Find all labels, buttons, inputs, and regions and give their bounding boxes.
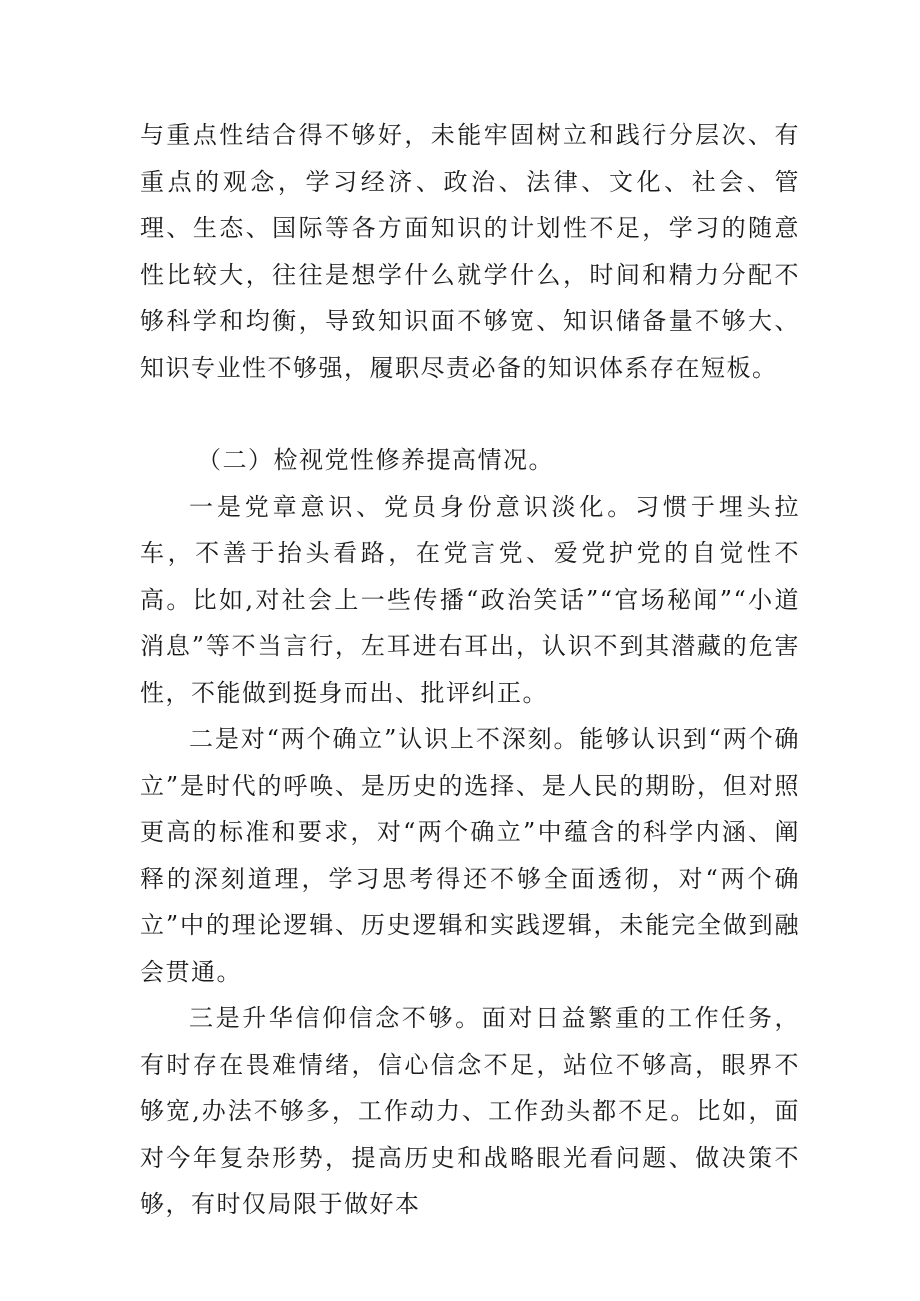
paragraph-faith-belief: 三是升华信仰信念不够。面对日益繁重的工作任务，有时存在畏难情绪，信心信念不足，站位不够高，眼界不够宽,办法不够多，工作动力、工作劲头都不足。比如，面对今年复杂形势，提高历史和战略眼光看问题、做决策不够，有时仅局限于做好本 <box>140 1004 800 1218</box>
section-heading: （二）检视党性修养提高情况。 <box>197 446 554 474</box>
paragraph-continuation: 与重点性结合得不够好，未能牢固树立和践行分层次、有重点的观念，学习经济、政治、法律、文化、社会、管理、生态、国际等各方面知识的计划性不足，学习的随意性比较大，往往是想学什么就学什么，时间和精力分配不够科学和均衡，导致知识面不够宽、知识储备量不够大、知识专业性不够强，履职尽责必备的知识体系存在短板。 <box>140 121 800 382</box>
document-body <box>140 112 800 1228</box>
paragraph-party-awareness: 一是党章意识、党员身份意识淡化。习惯于埋头拉车，不善于抬头看路，在党言党、爱党护党的自觉性不高。比如,对社会上一些传播“政治笑话”“官场秘闻”“小道消息”等不当言行，左耳进右耳出，认识不到其潜藏的危害性，不能做到挺身而出、批评纠正。 <box>140 492 800 707</box>
paragraph-two-establishments: 二是对“两个确立”认识上不深刻。能够认识到“两个确立”是时代的呼唤、是历史的选择、是人民的期盼，但对照更高的标准和要求，对“两个确立”中蕴含的科学内涵、阐释的深刻道理，学习思考得还不够全面透彻，对“两个确立”中的理论逻辑、历史逻辑和实践逻辑，未能完全做到融会贯通。 <box>140 725 800 986</box>
